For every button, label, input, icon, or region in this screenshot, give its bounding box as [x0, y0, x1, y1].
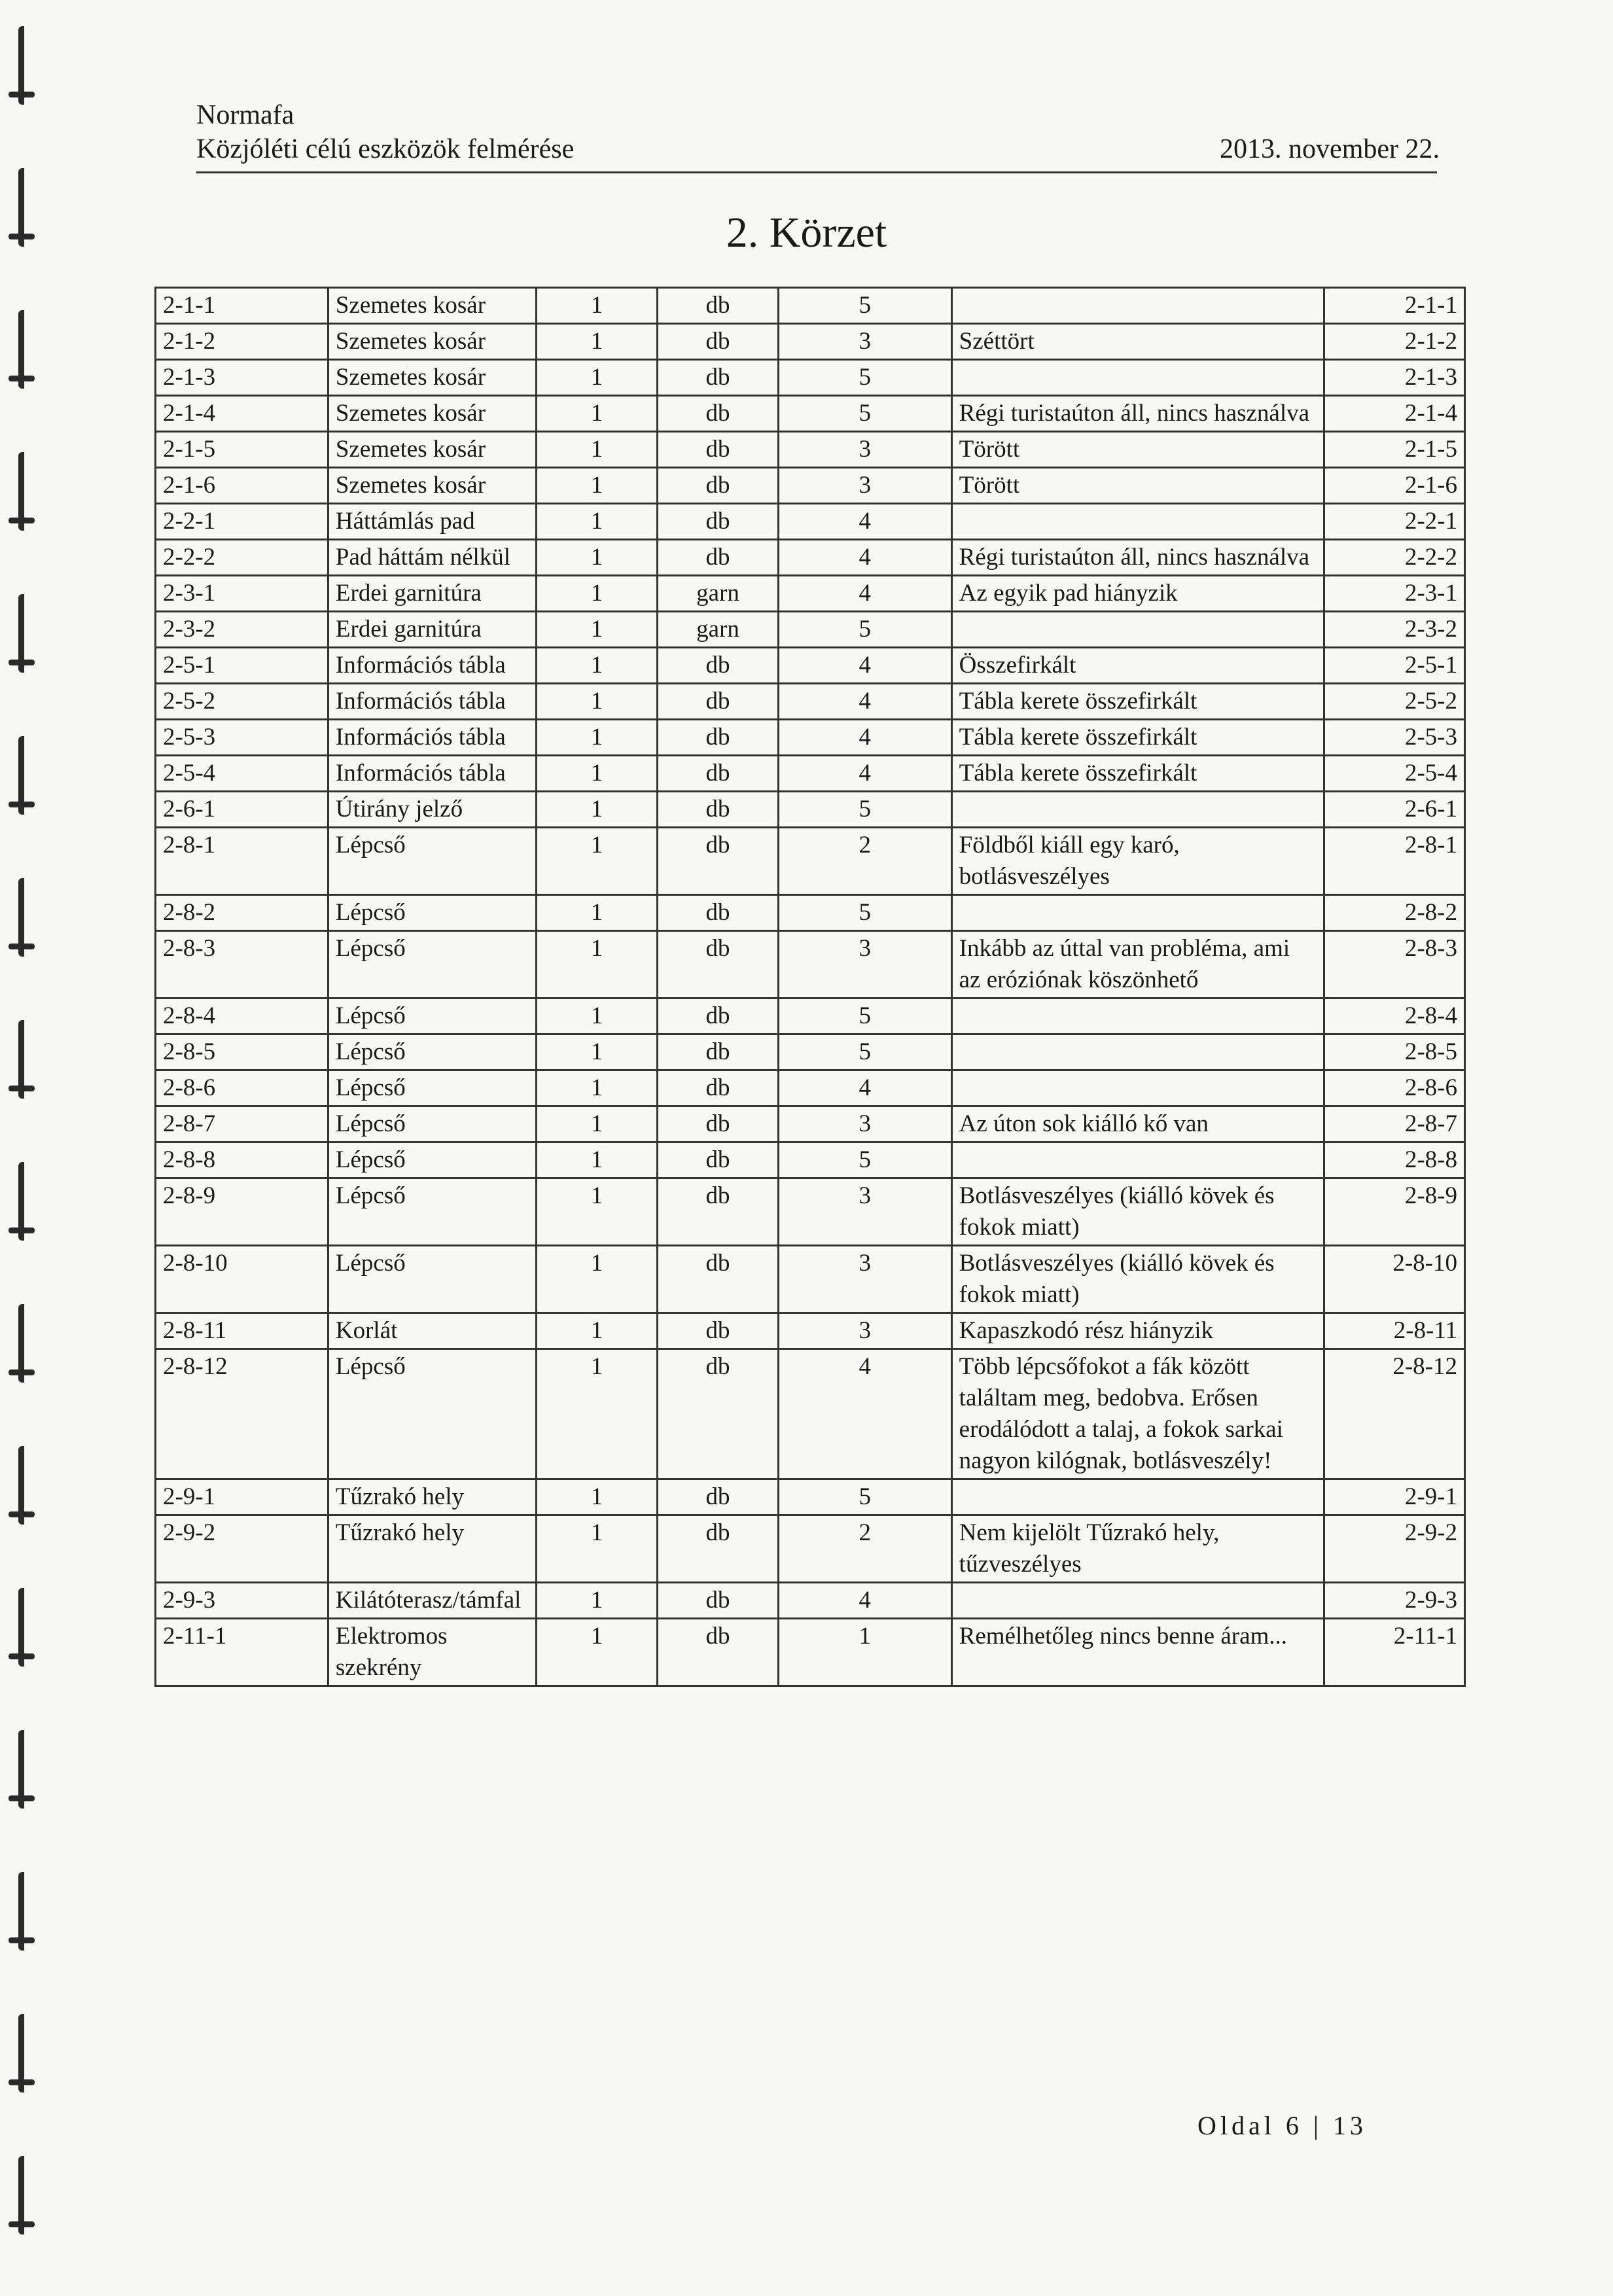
cell-condition-score: 4	[778, 1349, 951, 1479]
cell-unit: db	[658, 895, 778, 931]
cell-id: 2-6-1	[156, 792, 328, 828]
cell-quantity: 1	[536, 1515, 657, 1583]
cell-ref-id: 2-8-7	[1324, 1106, 1464, 1142]
cell-id: 2-1-5	[156, 432, 328, 468]
footer-separator: |	[1313, 2111, 1322, 2140]
spiral-binding	[0, 0, 59, 2296]
cell-unit: db	[658, 468, 778, 504]
cell-quantity: 1	[536, 468, 657, 504]
cell-condition-score: 5	[778, 792, 951, 828]
cell-note: Tábla kerete összefirkált	[951, 684, 1324, 720]
table-row	[156, 1034, 1465, 1070]
cell-condition-score: 2	[778, 828, 951, 895]
cell-note: Az egyik pad hiányzik	[951, 576, 1324, 612]
cell-note: Kapaszkodó rész hiányzik	[951, 1313, 1324, 1349]
cell-quantity: 1	[536, 540, 657, 576]
cell-note: Összefirkált	[951, 648, 1324, 684]
table-row	[156, 931, 1465, 998]
cell-unit: db	[658, 432, 778, 468]
cell-condition-score: 5	[778, 1479, 951, 1515]
cell-condition-score: 5	[778, 612, 951, 648]
cell-ref-id: 2-8-1	[1324, 828, 1464, 895]
cell-id: 2-1-4	[156, 396, 328, 432]
cell-note: Inkább az úttal van probléma, ami az eróziónak köszönhető	[951, 931, 1324, 998]
cell-ref-id: 2-3-1	[1324, 576, 1464, 612]
cell-note: Az úton sok kiálló kő van	[951, 1106, 1324, 1142]
cell-note: Tábla kerete összefirkált	[951, 720, 1324, 756]
cell-note	[951, 1034, 1324, 1070]
cell-ref-id: 2-1-2	[1324, 324, 1464, 360]
cell-condition-score: 4	[778, 504, 951, 540]
cell-condition-score: 2	[778, 1515, 951, 1583]
binding-ring	[18, 1730, 39, 1809]
cell-note: Több lépcsőfokot a fák között találtam meg, bedobva. Erősen erodálódott a talaj, a fokok sarkai nagyon kilógnak, botlásveszély!	[951, 1349, 1324, 1479]
table-row	[156, 895, 1465, 931]
cell-note: Törött	[951, 432, 1324, 468]
cell-quantity: 1	[536, 931, 657, 998]
cell-note	[951, 288, 1324, 324]
cell-ref-id: 2-8-10	[1324, 1246, 1464, 1313]
cell-note: Széttört	[951, 324, 1324, 360]
cell-id: 2-5-1	[156, 648, 328, 684]
cell-condition-score: 5	[778, 396, 951, 432]
cell-id: 2-8-6	[156, 1070, 328, 1106]
cell-ref-id: 2-1-5	[1324, 432, 1464, 468]
cell-id: 2-3-1	[156, 576, 328, 612]
cell-name: Korlát	[328, 1313, 536, 1349]
cell-ref-id: 2-8-5	[1324, 1034, 1464, 1070]
header-document-title: Közjóléti célú eszközök felmérése	[196, 134, 575, 164]
cell-unit: db	[658, 998, 778, 1034]
cell-name: Lépcső	[328, 895, 536, 931]
cell-ref-id: 2-5-1	[1324, 648, 1464, 684]
cell-id: 2-9-2	[156, 1515, 328, 1583]
cell-condition-score: 3	[778, 432, 951, 468]
cell-quantity: 1	[536, 360, 657, 396]
table-row	[156, 540, 1465, 576]
header-divider	[196, 171, 1437, 173]
header-date: 2013. november 22.	[1220, 134, 1440, 164]
cell-name: Lépcső	[328, 1034, 536, 1070]
table-row	[156, 792, 1465, 828]
cell-quantity: 1	[536, 792, 657, 828]
cell-id: 2-9-1	[156, 1479, 328, 1515]
table-row	[156, 576, 1465, 612]
cell-note	[951, 612, 1324, 648]
cell-unit: db	[658, 1142, 778, 1178]
cell-unit: db	[658, 324, 778, 360]
cell-name: Háttámlás pad	[328, 504, 536, 540]
table-row	[156, 720, 1465, 756]
cell-condition-score: 4	[778, 1070, 951, 1106]
cell-id: 2-5-4	[156, 756, 328, 792]
cell-unit: db	[658, 756, 778, 792]
footer-label: Oldal	[1197, 2111, 1275, 2140]
cell-note: Régi turistaúton áll, nincs használva	[951, 396, 1324, 432]
cell-unit: db	[658, 931, 778, 998]
cell-condition-score: 4	[778, 756, 951, 792]
cell-quantity: 1	[536, 396, 657, 432]
cell-note: Törött	[951, 468, 1324, 504]
cell-id: 2-8-9	[156, 1178, 328, 1246]
cell-quantity: 1	[536, 1034, 657, 1070]
cell-condition-score: 4	[778, 720, 951, 756]
cell-note: Remélhetőleg nincs benne áram...	[951, 1619, 1324, 1686]
cell-unit: db	[658, 1349, 778, 1479]
cell-note	[951, 504, 1324, 540]
cell-unit: garn	[658, 612, 778, 648]
table-row	[156, 998, 1465, 1034]
cell-unit: db	[658, 1178, 778, 1246]
cell-id: 2-2-1	[156, 504, 328, 540]
cell-condition-score: 4	[778, 1583, 951, 1619]
cell-name: Szemetes kosár	[328, 288, 536, 324]
cell-unit: db	[658, 1583, 778, 1619]
cell-quantity: 1	[536, 1106, 657, 1142]
table-row	[156, 504, 1465, 540]
cell-ref-id: 2-5-3	[1324, 720, 1464, 756]
page-footer	[1197, 2110, 1367, 2141]
cell-unit: db	[658, 360, 778, 396]
cell-id: 2-1-3	[156, 360, 328, 396]
binding-ring	[18, 1304, 39, 1383]
cell-name: Információs tábla	[328, 684, 536, 720]
cell-condition-score: 5	[778, 895, 951, 931]
table-row	[156, 1479, 1465, 1515]
cell-ref-id: 2-8-9	[1324, 1178, 1464, 1246]
cell-id: 2-8-2	[156, 895, 328, 931]
cell-name: Tűzrakó hely	[328, 1479, 536, 1515]
cell-id: 2-1-1	[156, 288, 328, 324]
cell-note: Nem kijelölt Tűzrakó hely, tűzveszélyes	[951, 1515, 1324, 1583]
cell-unit: db	[658, 684, 778, 720]
binding-ring	[18, 26, 39, 105]
cell-name: Szemetes kosár	[328, 360, 536, 396]
binding-ring	[18, 452, 39, 531]
cell-name: Lépcső	[328, 1106, 536, 1142]
cell-unit: garn	[658, 576, 778, 612]
cell-quantity: 1	[536, 1349, 657, 1479]
cell-ref-id: 2-2-1	[1324, 504, 1464, 540]
cell-ref-id: 2-5-4	[1324, 756, 1464, 792]
cell-name: Útirány jelző	[328, 792, 536, 828]
cell-condition-score: 3	[778, 468, 951, 504]
cell-name: Lépcső	[328, 998, 536, 1034]
cell-note	[951, 792, 1324, 828]
cell-ref-id: 2-9-3	[1324, 1583, 1464, 1619]
table-row	[156, 324, 1465, 360]
cell-id: 2-8-7	[156, 1106, 328, 1142]
cell-ref-id: 2-6-1	[1324, 792, 1464, 828]
cell-name: Szemetes kosár	[328, 324, 536, 360]
cell-ref-id: 2-8-4	[1324, 998, 1464, 1034]
cell-ref-id: 2-2-2	[1324, 540, 1464, 576]
cell-quantity: 1	[536, 1178, 657, 1246]
cell-condition-score: 3	[778, 1178, 951, 1246]
cell-note: Botlásveszélyes (kiálló kövek és fokok miatt)	[951, 1246, 1324, 1313]
cell-quantity: 1	[536, 756, 657, 792]
table-row	[156, 1349, 1465, 1479]
cell-condition-score: 3	[778, 1313, 951, 1349]
cell-quantity: 1	[536, 1246, 657, 1313]
cell-condition-score: 4	[778, 576, 951, 612]
table-row	[156, 1619, 1465, 1686]
cell-name: Lépcső	[328, 931, 536, 998]
cell-note	[951, 1479, 1324, 1515]
cell-name: Információs tábla	[328, 720, 536, 756]
cell-quantity: 1	[536, 324, 657, 360]
cell-note	[951, 895, 1324, 931]
cell-note: Földből kiáll egy karó, botlásveszélyes	[951, 828, 1324, 895]
cell-id: 2-1-6	[156, 468, 328, 504]
cell-ref-id: 2-8-8	[1324, 1142, 1464, 1178]
cell-condition-score: 4	[778, 540, 951, 576]
cell-note	[951, 998, 1324, 1034]
cell-id: 2-8-12	[156, 1349, 328, 1479]
cell-condition-score: 5	[778, 288, 951, 324]
cell-name: Kilátóterasz/támfal	[328, 1583, 536, 1619]
cell-unit: db	[658, 288, 778, 324]
cell-ref-id: 2-9-2	[1324, 1515, 1464, 1583]
binding-ring	[18, 2014, 39, 2093]
binding-ring	[18, 1872, 39, 1951]
binding-ring	[18, 878, 39, 957]
cell-unit: db	[658, 1034, 778, 1070]
cell-id: 2-5-2	[156, 684, 328, 720]
cell-quantity: 1	[536, 684, 657, 720]
cell-condition-score: 3	[778, 1246, 951, 1313]
cell-unit: db	[658, 720, 778, 756]
cell-condition-score: 3	[778, 1106, 951, 1142]
cell-id: 2-1-2	[156, 324, 328, 360]
cell-quantity: 1	[536, 612, 657, 648]
cell-name: Információs tábla	[328, 756, 536, 792]
cell-note	[951, 1070, 1324, 1106]
cell-name: Lépcső	[328, 1070, 536, 1106]
table-row	[156, 684, 1465, 720]
cell-note	[951, 1142, 1324, 1178]
cell-ref-id: 2-8-2	[1324, 895, 1464, 931]
cell-id: 2-8-3	[156, 931, 328, 998]
cell-quantity: 1	[536, 1619, 657, 1686]
cell-condition-score: 5	[778, 1034, 951, 1070]
table-row	[156, 828, 1465, 895]
cell-ref-id: 2-8-11	[1324, 1313, 1464, 1349]
cell-quantity: 1	[536, 1583, 657, 1619]
cell-unit: db	[658, 396, 778, 432]
binding-ring	[18, 2156, 39, 2234]
cell-unit: db	[658, 828, 778, 895]
table-row	[156, 1178, 1465, 1246]
cell-name: Szemetes kosár	[328, 432, 536, 468]
cell-ref-id: 2-5-2	[1324, 684, 1464, 720]
cell-id: 2-9-3	[156, 1583, 328, 1619]
cell-name: Tűzrakó hely	[328, 1515, 536, 1583]
cell-ref-id: 2-1-4	[1324, 396, 1464, 432]
cell-condition-score: 3	[778, 324, 951, 360]
table-row	[156, 756, 1465, 792]
cell-condition-score: 1	[778, 1619, 951, 1686]
cell-unit: db	[658, 504, 778, 540]
table-body	[156, 288, 1465, 1686]
table-row	[156, 1515, 1465, 1583]
cell-quantity: 1	[536, 998, 657, 1034]
cell-quantity: 1	[536, 720, 657, 756]
cell-id: 2-8-11	[156, 1313, 328, 1349]
cell-name: Erdei garnitúra	[328, 612, 536, 648]
cell-condition-score: 5	[778, 1142, 951, 1178]
cell-quantity: 1	[536, 1479, 657, 1515]
table-row	[156, 1106, 1465, 1142]
cell-quantity: 1	[536, 288, 657, 324]
footer-page-number: 6	[1285, 2111, 1303, 2140]
cell-name: Elektromos szekrény	[328, 1619, 536, 1686]
table-row	[156, 1246, 1465, 1313]
cell-note: Tábla kerete összefirkált	[951, 756, 1324, 792]
cell-unit: db	[658, 1313, 778, 1349]
cell-note: Botlásveszélyes (kiálló kövek és fokok miatt)	[951, 1178, 1324, 1246]
cell-name: Információs tábla	[328, 648, 536, 684]
cell-unit: db	[658, 1479, 778, 1515]
cell-name: Lépcső	[328, 1178, 536, 1246]
binding-ring	[18, 310, 39, 389]
table-row	[156, 396, 1465, 432]
binding-ring	[18, 1162, 39, 1241]
table-row	[156, 288, 1465, 324]
cell-quantity: 1	[536, 648, 657, 684]
cell-unit: db	[658, 792, 778, 828]
cell-id: 2-8-4	[156, 998, 328, 1034]
cell-id: 2-8-1	[156, 828, 328, 895]
cell-name: Pad háttám nélkül	[328, 540, 536, 576]
table-row	[156, 432, 1465, 468]
cell-name: Lépcső	[328, 1349, 536, 1479]
page-header	[196, 98, 1440, 166]
header-location: Normafa	[196, 100, 294, 130]
cell-ref-id: 2-8-12	[1324, 1349, 1464, 1479]
cell-unit: db	[658, 648, 778, 684]
binding-ring	[18, 594, 39, 673]
table-row	[156, 648, 1465, 684]
cell-quantity: 1	[536, 1070, 657, 1106]
cell-condition-score: 4	[778, 684, 951, 720]
cell-quantity: 1	[536, 828, 657, 895]
cell-note: Régi turistaúton áll, nincs használva	[951, 540, 1324, 576]
cell-quantity: 1	[536, 1142, 657, 1178]
cell-unit: db	[658, 1246, 778, 1313]
asset-survey-table	[154, 287, 1466, 1687]
binding-ring	[18, 1588, 39, 1667]
cell-quantity: 1	[536, 895, 657, 931]
cell-name: Szemetes kosár	[328, 468, 536, 504]
cell-unit: db	[658, 1619, 778, 1686]
cell-quantity: 1	[536, 432, 657, 468]
cell-id: 2-5-3	[156, 720, 328, 756]
cell-note	[951, 1583, 1324, 1619]
cell-name: Szemetes kosár	[328, 396, 536, 432]
cell-ref-id: 2-3-2	[1324, 612, 1464, 648]
cell-condition-score: 5	[778, 360, 951, 396]
footer-total-pages: 13	[1332, 2111, 1367, 2140]
cell-id: 2-2-2	[156, 540, 328, 576]
table-row	[156, 1070, 1465, 1106]
cell-quantity: 1	[536, 504, 657, 540]
binding-ring	[18, 1446, 39, 1525]
table-row	[156, 612, 1465, 648]
cell-quantity: 1	[536, 576, 657, 612]
cell-condition-score: 3	[778, 931, 951, 998]
cell-name: Lépcső	[328, 828, 536, 895]
cell-unit: db	[658, 540, 778, 576]
cell-id: 2-8-5	[156, 1034, 328, 1070]
binding-ring	[18, 1020, 39, 1099]
cell-condition-score: 4	[778, 648, 951, 684]
cell-name: Erdei garnitúra	[328, 576, 536, 612]
binding-ring	[18, 736, 39, 815]
table-row	[156, 1142, 1465, 1178]
cell-ref-id: 2-1-1	[1324, 288, 1464, 324]
cell-unit: db	[658, 1515, 778, 1583]
table-row	[156, 1583, 1465, 1619]
cell-ref-id: 2-8-6	[1324, 1070, 1464, 1106]
cell-id: 2-8-8	[156, 1142, 328, 1178]
cell-ref-id: 2-11-1	[1324, 1619, 1464, 1686]
table-row	[156, 468, 1465, 504]
cell-ref-id: 2-8-3	[1324, 931, 1464, 998]
cell-id: 2-11-1	[156, 1619, 328, 1686]
cell-unit: db	[658, 1070, 778, 1106]
cell-ref-id: 2-1-3	[1324, 360, 1464, 396]
cell-name: Lépcső	[328, 1246, 536, 1313]
cell-id: 2-8-10	[156, 1246, 328, 1313]
table-row	[156, 1313, 1465, 1349]
cell-id: 2-3-2	[156, 612, 328, 648]
cell-note	[951, 360, 1324, 396]
page-title: 2. Körzet	[726, 209, 887, 256]
cell-condition-score: 5	[778, 998, 951, 1034]
cell-name: Lépcső	[328, 1142, 536, 1178]
table-row	[156, 360, 1465, 396]
cell-quantity: 1	[536, 1313, 657, 1349]
cell-unit: db	[658, 1106, 778, 1142]
cell-ref-id: 2-9-1	[1324, 1479, 1464, 1515]
cell-ref-id: 2-1-6	[1324, 468, 1464, 504]
